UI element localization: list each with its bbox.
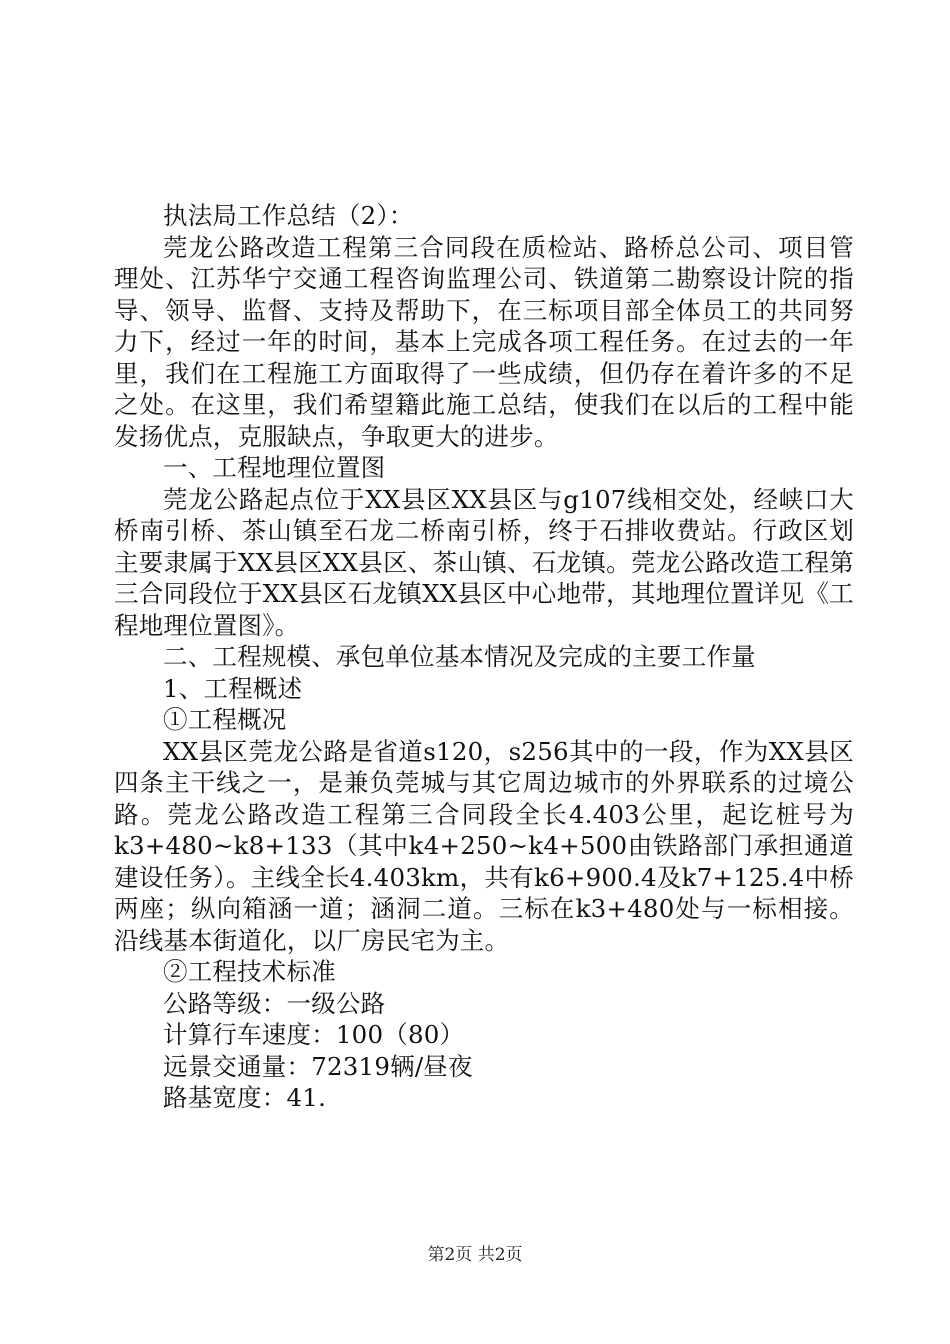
overview-paragraph: XX县区莞龙公路是省道s120，s256其中的一段，作为XX县区四条主干线之一，是兼负莞城与其它周边城市的外界联系的过境公路。莞龙公路改造工程第三合同段全长4.403公里，起讫桩号为k3+480~k8+133（其中k4+250~k4+500由铁路部门承担通道建设任务）。主线全长4.403km，共有k6+900.4及k7+125.4中桥两座；纵向箱涵一道；涵洞二道。三标在k3+480处与一标相接。沿线基本街道化，以厂房民宅为主。 xyxy=(114,736,854,955)
section-heading-location: 一、工程地理位置图 xyxy=(163,453,386,482)
standard-traffic-volume: 远景交通量：72319辆/昼夜 xyxy=(163,1051,473,1081)
section-heading-scale: 二、工程规模、承包单位基本情况及完成的主要工作量 xyxy=(163,642,756,671)
document-body xyxy=(114,200,854,1114)
page-number-footer: 第2页 共2页 xyxy=(427,1245,523,1265)
standard-roadbed-width: 路基宽度：41. xyxy=(163,1083,327,1112)
document-title: 执法局工作总结（2）： xyxy=(163,201,414,230)
intro-paragraph: 莞龙公路改造工程第三合同段在质检站、路桥总公司、项目管理处、江苏华宁交通工程咨询监理公司、铁道第二勘察设计院的指导、领导、监督、支持及帮助下，在三标项目部全体员工的共同努力下，经过一年的时间，基本上完成各项工程任务。在过去的一年里，我们在工程施工方面取得了一些成绩，但仍存在着许多的不足之处。在这里，我们希望籍此施工总结，使我们在以后的工程中能发扬优点，克服缺点，争取更大的进步。 xyxy=(114,232,854,451)
item-heading-project-status: ①工程概况 xyxy=(163,705,287,734)
standard-road-grade: 公路等级：一级公路 xyxy=(163,988,386,1018)
standard-design-speed: 计算行车速度：100（80） xyxy=(163,1020,465,1049)
item-heading-technical-standards: ②工程技术标准 xyxy=(163,957,336,986)
subsection-heading-overview: 1、工程概述 xyxy=(163,673,303,703)
location-paragraph: 莞龙公路起点位于XX县区XX县区与g107线相交处，经峡口大桥南引桥、茶山镇至石龙二桥南引桥，终于石排收费站。行政区划主要隶属于XX县区XX县区、茶山镇、石龙镇。莞龙公路改造工程第三合同段位于XX县区石龙镇XX县区中心地带，其地理位置详见《工程地理位置图》。 xyxy=(114,484,854,640)
